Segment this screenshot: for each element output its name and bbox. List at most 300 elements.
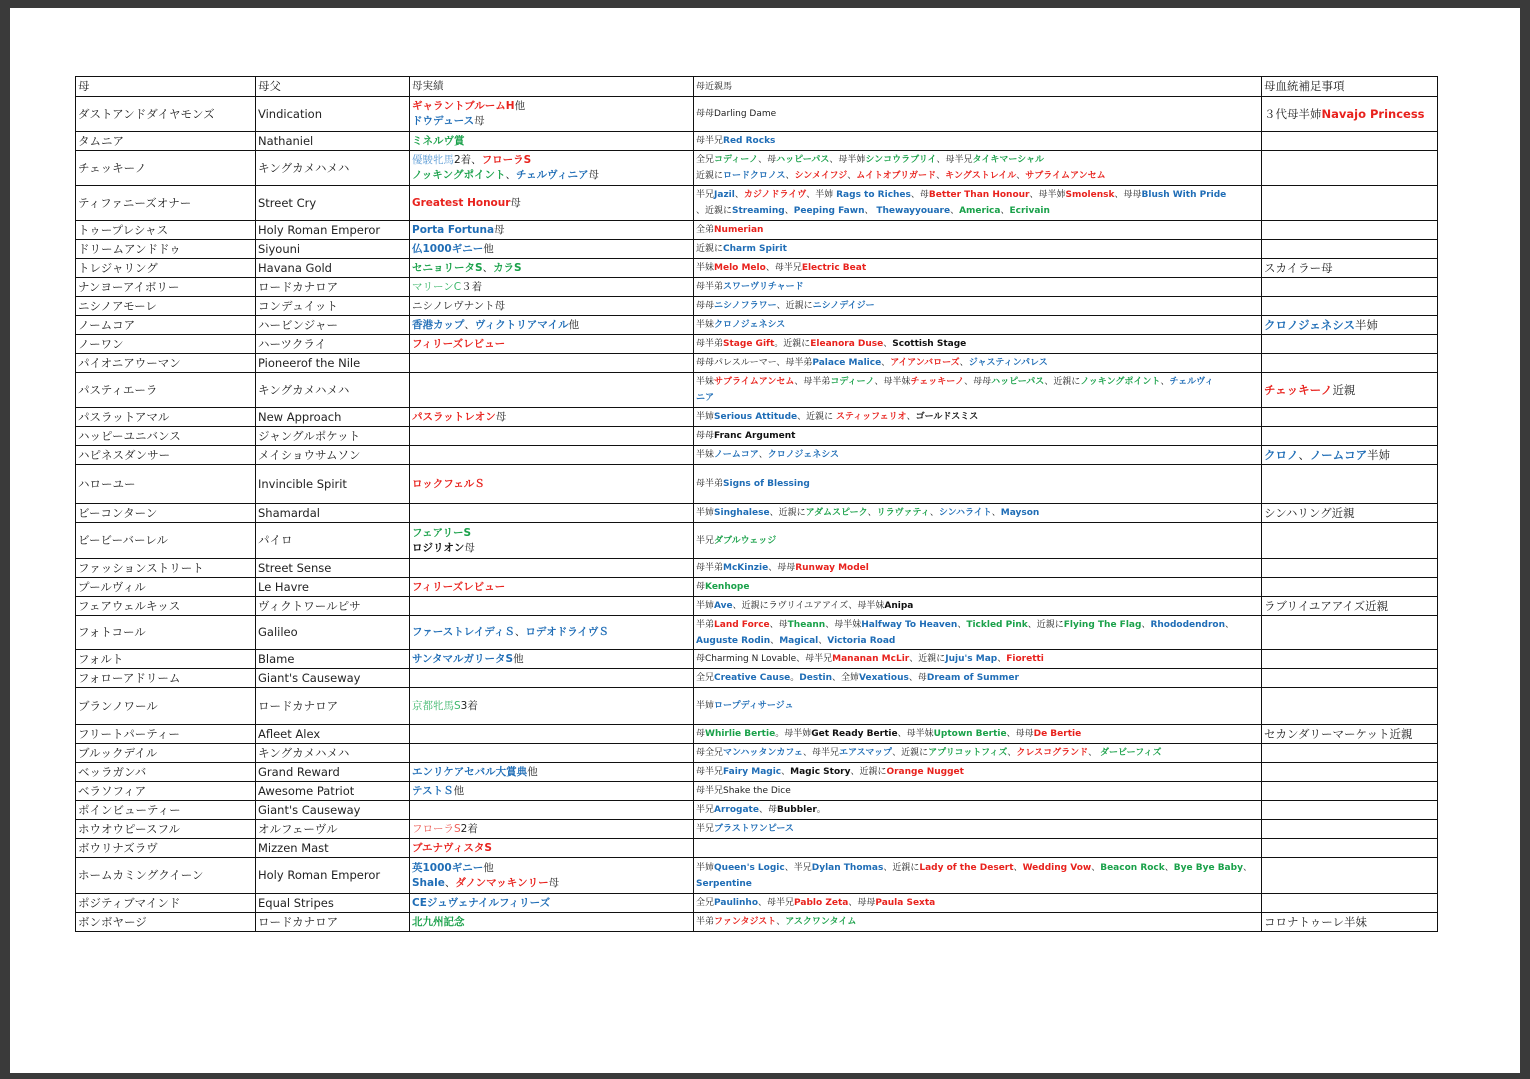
cell-line (696, 279, 1259, 295)
cell-line: タムニア (78, 133, 124, 148)
text-run: 母 (510, 196, 521, 209)
cell-line: Street Sense (258, 560, 332, 575)
cell-line (412, 168, 691, 183)
text-run: Jazil (714, 190, 735, 200)
cell (1262, 782, 1438, 801)
table-row (76, 650, 1438, 669)
cell (694, 504, 1262, 523)
text-run: 。 (816, 805, 826, 815)
cell (410, 650, 694, 669)
cell-line: 母半兄Shake the Dice (696, 786, 791, 796)
text-run: 半姉 (1354, 317, 1378, 332)
cell-line (696, 633, 1259, 649)
text-run: 半姉 (696, 508, 715, 518)
cell-line: ニシノアモーレ (78, 298, 157, 313)
text-run: ムイトオブリガード (856, 171, 937, 181)
text-run: Serpentine (696, 878, 752, 889)
text-run: 、 (784, 206, 794, 216)
table-row (76, 597, 1438, 616)
cell-line (696, 336, 1259, 352)
cell-line: ロードカナロア (258, 279, 339, 294)
cell-line (696, 428, 1259, 444)
text-run: 、 (1013, 862, 1023, 873)
text-run: アダムスピーク (805, 508, 868, 518)
text-run: 母 (696, 582, 706, 592)
cell (256, 408, 410, 427)
table-row (76, 801, 1438, 820)
cell (694, 820, 1262, 839)
cell (1262, 297, 1438, 316)
text-run: クロノジェネシス (767, 450, 839, 460)
cell (1262, 278, 1438, 297)
document-page (10, 8, 1520, 1073)
text-run: フローラS (412, 822, 461, 835)
table-row (76, 559, 1438, 578)
text-run: 母半弟 (696, 563, 724, 573)
cell-line (696, 651, 1259, 667)
text-run: Fairy Magic (723, 767, 782, 777)
cell-line (412, 196, 691, 211)
text-run: チェッキーノ (1264, 382, 1333, 397)
cell (694, 186, 1262, 221)
table-row (76, 335, 1438, 354)
header-cell (1262, 77, 1438, 97)
cell (694, 559, 1262, 578)
cell (410, 578, 694, 597)
cell-line (696, 390, 1259, 406)
cell-line: Street Cry (258, 195, 317, 210)
text-run: 、 (514, 626, 526, 638)
cell-line (696, 598, 1259, 614)
text-run: フィリーズレビュー (412, 580, 506, 593)
text-run: Tickled Pink (966, 619, 1028, 630)
text-run: Lady of the Desert (919, 862, 1014, 873)
cell (76, 465, 256, 504)
text-run: 、近親に (1044, 377, 1081, 387)
cell (76, 259, 256, 278)
cell (410, 523, 694, 559)
table-row (76, 688, 1438, 725)
text-run: 2着、 (454, 154, 482, 166)
cell-line: Afleet Alex (258, 726, 321, 741)
text-run: 、 (770, 635, 780, 646)
cell-line: Giant's Causeway (258, 802, 361, 817)
text-run: Dylan Thomas (811, 862, 884, 873)
cell (410, 782, 694, 801)
cell (1262, 763, 1438, 782)
table-row (76, 913, 1438, 932)
cell (256, 335, 410, 354)
cell-line: Invincible Spirit (258, 476, 347, 491)
cell (694, 221, 1262, 240)
text-run: サンタマルガリータS (412, 652, 514, 665)
cell (256, 782, 410, 801)
cell-line (1264, 318, 1435, 333)
text-run: ノームコア (1310, 447, 1368, 462)
text-run: Rhododendron (1150, 619, 1226, 630)
cell (256, 523, 410, 559)
cell (410, 688, 694, 725)
text-run: 、母半妹 (874, 377, 911, 387)
cell-line (412, 541, 691, 556)
text-run: 、 (906, 412, 916, 422)
cell-line: ヴィクトワールピサ (258, 598, 361, 613)
cell (1262, 446, 1438, 465)
cell (1262, 316, 1438, 335)
cell (256, 97, 410, 132)
cell (694, 669, 1262, 688)
cell-line: ティファニーズオナー (78, 195, 192, 210)
cell (694, 373, 1262, 408)
text-run: 、 (464, 318, 475, 331)
text-run: Fioretti (1006, 654, 1044, 664)
cell-line: ハーツクライ (258, 336, 327, 351)
cell (256, 297, 410, 316)
text-run: Runway Model (795, 563, 869, 573)
cell-line (696, 133, 1259, 149)
cell-line (412, 580, 691, 595)
cell (410, 316, 694, 335)
text-run: 全兄 (696, 898, 715, 908)
text-run: 、母半兄 (936, 155, 973, 165)
text-run: 、 (1242, 862, 1252, 873)
table-row (76, 578, 1438, 597)
cell-line: Shamardal (258, 505, 320, 520)
text-run: ハッピーパス (991, 377, 1045, 387)
cell (694, 913, 1262, 932)
cell (694, 744, 1262, 763)
text-run: 近親 (1332, 382, 1356, 397)
text-run: De Bertie (1033, 729, 1082, 739)
cell-line: ビービーバーレル (78, 533, 168, 547)
cell-line: ロードカナロア (258, 698, 339, 713)
cell-line (412, 699, 691, 714)
cell-line (696, 505, 1259, 521)
cell (694, 839, 1262, 858)
cell (694, 335, 1262, 354)
text-run: Singhalese (714, 508, 770, 518)
cell (76, 650, 256, 669)
cell (256, 559, 410, 578)
text-run: カラS (493, 261, 522, 274)
cell-line (696, 698, 1259, 714)
text-run: Thewayyouare (876, 206, 951, 216)
text-run: アスクワンタイム (785, 917, 857, 927)
table-row (76, 151, 1438, 186)
cell (694, 650, 1262, 669)
text-run: 3着 (460, 699, 478, 712)
cell-line: メイショウサムソン (258, 447, 361, 462)
text-run: チェッキーノ (910, 377, 965, 387)
cell (256, 763, 410, 782)
text-run: 半兄 (696, 535, 715, 546)
text-run: 、 (929, 508, 939, 518)
cell-line: ベラソフィア (78, 783, 147, 798)
text-run: 他 (514, 100, 526, 112)
pedigree-table (75, 76, 1438, 932)
header-cell (410, 77, 694, 97)
text-run: 、母母 (964, 377, 992, 387)
cell (256, 669, 410, 688)
cell-line (412, 841, 691, 856)
text-run: 母Charming N Lovable、母半兄 (696, 654, 833, 664)
cell (256, 151, 410, 186)
text-run: 北九州記念 (412, 915, 465, 928)
text-run: 、母母 (848, 898, 876, 908)
text-run: 、母半姉 (1029, 190, 1066, 200)
cell (76, 913, 256, 932)
cell (1262, 858, 1438, 894)
cell (256, 316, 410, 335)
text-run: Numerian (714, 225, 764, 235)
text-run: 、近親に (892, 748, 929, 758)
table-row (76, 616, 1438, 650)
cell (256, 801, 410, 820)
cell-line (412, 822, 691, 837)
cell (694, 316, 1262, 335)
cell (76, 151, 256, 186)
text-run: Ecrivain (1009, 206, 1050, 216)
text-run: 、近親に (797, 412, 836, 422)
text-run: Shale (412, 876, 445, 889)
text-run: 他 (453, 784, 465, 797)
cell-line: パスラットアマル (78, 409, 170, 424)
cell-line (412, 765, 691, 780)
cell (76, 408, 256, 427)
cell-line: コロナトゥーレ半妹 (1264, 914, 1367, 929)
text-run: カジノドライヴ (743, 190, 807, 200)
text-run: Auguste Rodin (696, 635, 771, 646)
text-run: Better Than Honour (928, 190, 1030, 200)
cell (410, 446, 694, 465)
text-run: フローラS (481, 154, 532, 166)
cell (76, 688, 256, 725)
cell (694, 465, 1262, 504)
cell (256, 186, 410, 221)
text-run: 、 (1141, 619, 1151, 630)
cell (76, 578, 256, 597)
cell (256, 504, 410, 523)
text-run: Arrogate (714, 805, 759, 815)
text-run: 近親に (696, 244, 724, 254)
text-run: 他 (568, 318, 580, 331)
cell (256, 894, 410, 913)
cell-line (696, 187, 1259, 203)
table-row (76, 427, 1438, 446)
text-run: Wedding Vow (1022, 862, 1092, 873)
text-run: Navajo Princess (1321, 106, 1425, 121)
cell-line: 母近親馬 (696, 81, 733, 92)
text-run: ジャスティンパレス (968, 358, 1048, 368)
text-run: ニア (696, 393, 715, 403)
text-run: Signs of Blessing (723, 479, 810, 489)
text-run: Melo Melo (714, 263, 766, 273)
cell-line (412, 280, 691, 295)
text-run: 母半弟 (696, 339, 724, 349)
text-run: Scottish Stage (892, 339, 967, 349)
text-run: Flying The Flag (1063, 619, 1142, 630)
text-run: 母 (464, 541, 475, 554)
cell (410, 335, 694, 354)
table-row (76, 354, 1438, 373)
cell-line (696, 745, 1259, 761)
text-run: Dream of Summer (926, 673, 1019, 683)
text-run: 、母 (910, 190, 929, 200)
text-run: Electric Beat (801, 263, 867, 273)
cell (256, 240, 410, 259)
text-run: 仏1000ギニー (412, 242, 484, 255)
text-run: 、 (785, 171, 795, 181)
text-run: Paulinho (714, 898, 759, 908)
cell (410, 259, 694, 278)
text-run: Blush With Pride (1141, 190, 1227, 200)
cell (1262, 427, 1438, 446)
cell (76, 354, 256, 373)
cell (694, 240, 1262, 259)
text-run: ノームコア (714, 450, 759, 460)
text-run: 全兄 (696, 155, 715, 165)
cell (1262, 97, 1438, 132)
header-cell (694, 77, 1262, 97)
text-run: 、 (734, 190, 744, 200)
cell (1262, 504, 1438, 523)
cell (694, 725, 1262, 744)
cell (1262, 240, 1438, 259)
cell (1262, 221, 1438, 240)
cell (1262, 820, 1438, 839)
text-run: 半妹 (696, 377, 715, 387)
text-run: ギャラントブルームH (412, 100, 515, 112)
cell (694, 578, 1262, 597)
text-run: 、 (758, 450, 768, 460)
text-run: 、母母 (768, 563, 796, 573)
text-run: 母半兄 (696, 136, 724, 146)
text-run: Magic Story (790, 767, 851, 777)
text-run: ファンタジスト (714, 917, 777, 927)
cell (410, 725, 694, 744)
text-run: 他 (513, 652, 524, 665)
cell (76, 335, 256, 354)
cell-line (412, 410, 691, 425)
cell (694, 523, 1262, 559)
table-row (76, 725, 1438, 744)
cell (256, 688, 410, 725)
cell-line (412, 861, 691, 876)
text-run: Kenhope (705, 582, 750, 592)
cell-line (696, 374, 1259, 390)
text-run: 母母パレスルーマー、母半弟 (696, 358, 813, 368)
cell-line: フリートパーティー (78, 726, 180, 741)
text-run: 、 (867, 508, 877, 518)
text-run: 、近親にラヴリイユアアイズ、母半妹 (732, 601, 885, 611)
text-run: アイアンバローズ (890, 358, 960, 368)
cell (76, 801, 256, 820)
text-run: 母半弟 (696, 479, 724, 489)
cell-line (412, 134, 691, 149)
cell (256, 578, 410, 597)
text-run: 母半弟 (696, 282, 724, 292)
cell (76, 858, 256, 894)
cell (256, 744, 410, 763)
cell-line: ビーコンターン (78, 505, 158, 520)
cell (694, 782, 1262, 801)
text-run: 、 (883, 339, 893, 349)
cell (76, 97, 256, 132)
table-row (76, 446, 1438, 465)
text-run: Smolensk (1065, 190, 1115, 200)
cell (76, 616, 256, 650)
text-run: Juju's Map (945, 654, 998, 664)
cell-line (696, 860, 1259, 876)
cell (410, 373, 694, 408)
text-run: Destin (799, 673, 833, 683)
cell (410, 221, 694, 240)
text-run: Stage Gift (723, 339, 775, 349)
cell (1262, 744, 1438, 763)
cell-line: 母母Darling Dame (696, 109, 777, 119)
text-run: Greatest Honour (412, 196, 511, 209)
cell-line: 母血統補足事項 (1264, 79, 1345, 93)
cell (256, 259, 410, 278)
cell-line: ファッションストリート (78, 560, 204, 575)
cell (76, 427, 256, 446)
cell-line (696, 152, 1259, 168)
text-run: 、母半兄 (765, 263, 802, 273)
cell (694, 132, 1262, 151)
text-run: ヴィクトリアマイル (474, 318, 569, 331)
text-run: 母 (696, 729, 706, 739)
cell (256, 446, 410, 465)
cell (694, 616, 1262, 650)
cell (76, 559, 256, 578)
cell-line (412, 915, 691, 930)
text-run: Bye Bye Baby (1173, 862, 1243, 873)
cell (256, 221, 410, 240)
text-run: 他 (483, 861, 494, 874)
cell (1262, 616, 1438, 650)
text-run: 、母半姉 (829, 155, 866, 165)
text-run: エンリケアセバル大賞典 (412, 765, 528, 778)
cell-line (696, 895, 1259, 911)
text-run: 他 (483, 242, 494, 255)
cell (76, 744, 256, 763)
text-run: 、 (881, 358, 891, 368)
text-run: Land Force (714, 619, 770, 630)
text-run: 、 (505, 169, 516, 181)
cell (1262, 335, 1438, 354)
text-run: Whirlie Bertie (705, 729, 776, 739)
text-run: Streaming (732, 206, 785, 216)
text-run: ロープディサージュ (714, 701, 794, 711)
text-run: 、母半妹 (897, 729, 934, 739)
cell (410, 913, 694, 932)
text-run: ダービーフィズ (1100, 748, 1162, 758)
cell-line: フェアウェルキッス (78, 598, 181, 613)
table-row (76, 316, 1438, 335)
cell (256, 616, 410, 650)
cell (410, 616, 694, 650)
cell-line: ブランノワール (78, 698, 158, 713)
text-run: 優駿牝馬 (412, 154, 454, 166)
text-run: 。 (790, 673, 800, 683)
cell-line: Giant's Causeway (258, 670, 361, 685)
cell-line: ボンボヤージ (78, 914, 147, 929)
table-row (76, 858, 1438, 894)
cell-line (1264, 383, 1435, 398)
text-run: Ave (714, 601, 733, 611)
text-run: Victoria Road (827, 635, 896, 646)
text-run: Mananan McLir (832, 654, 910, 664)
